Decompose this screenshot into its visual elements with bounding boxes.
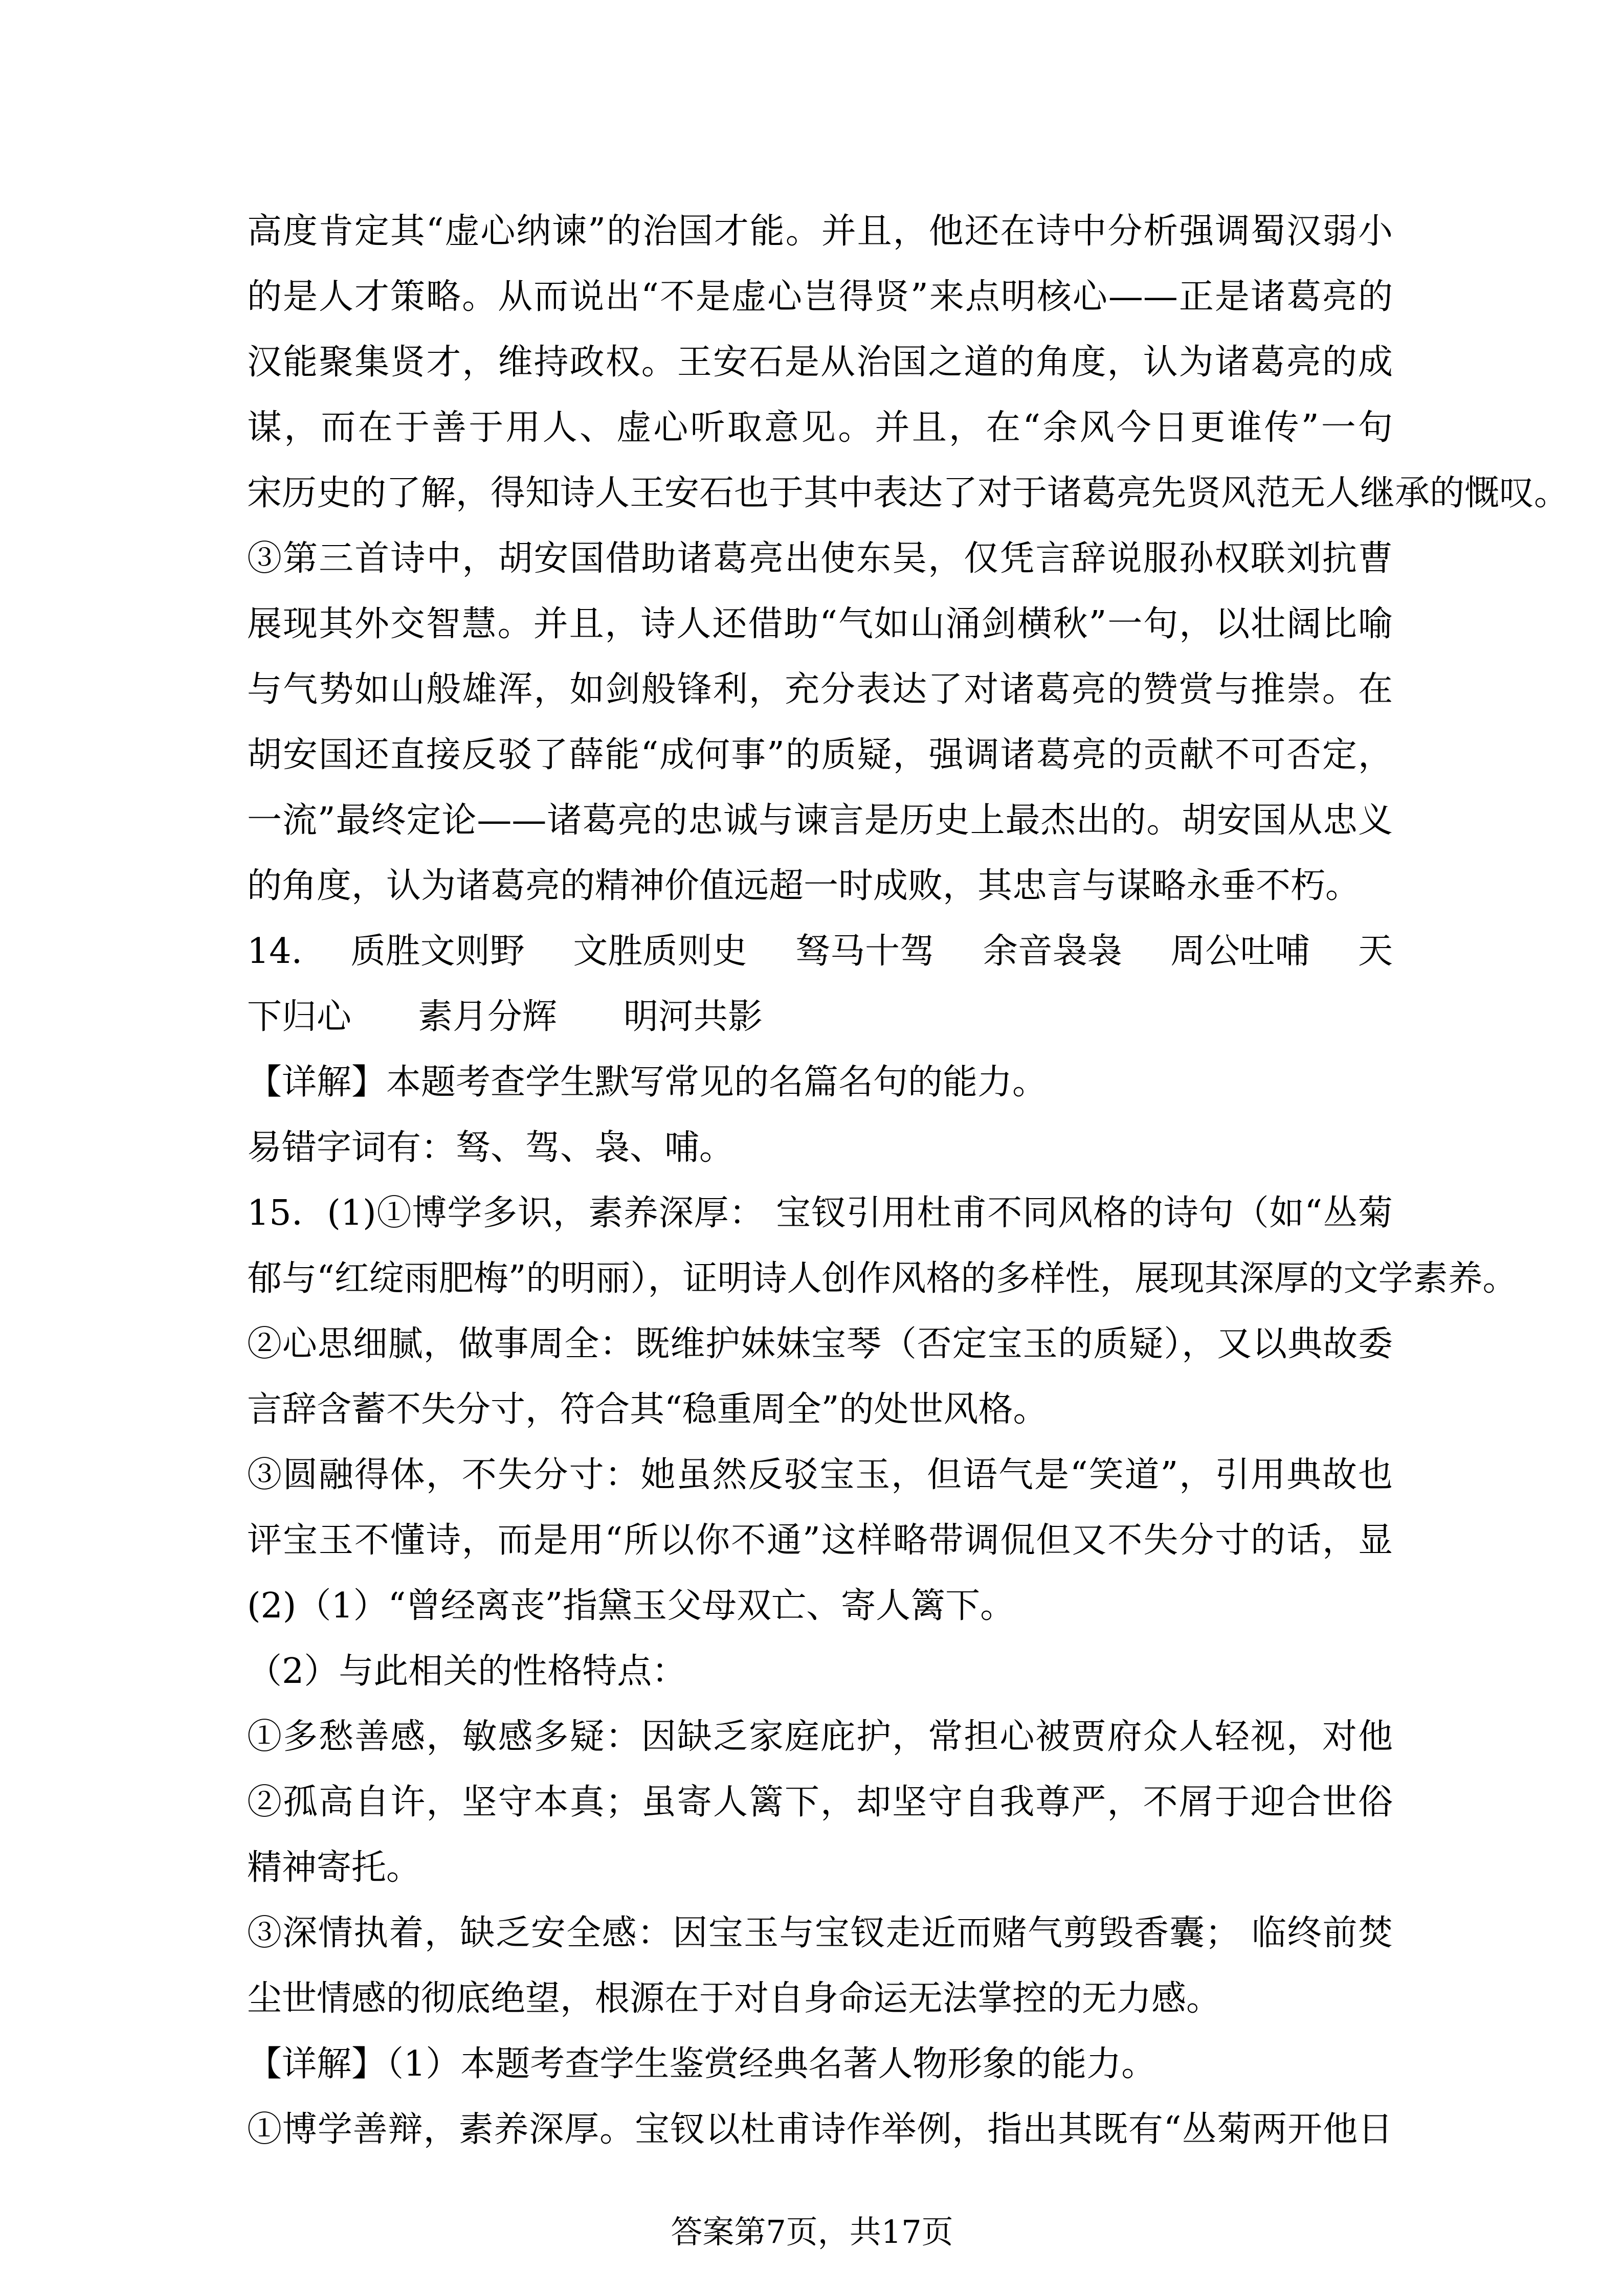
- document-body: [247, 199, 1569, 2163]
- q14-answer-line: [247, 919, 1393, 984]
- text-line: 评宝玉不懂诗，而是用“所以你不通”这样略带调侃但又不失分寸的话，显: [247, 1520, 1393, 1561]
- text-line: 言辞含蓄不失分寸，符合其“稳重周全”的处世风格。: [247, 1389, 1048, 1430]
- text-line: 胡安国还直接反驳了薛能“成何事”的质疑，强调诸葛亮的贡献不可否定，: [247, 735, 1393, 775]
- text-line: ③圆融得体，不失分寸：她虽然反驳宝玉，但语气是“笑道”，引用典故也: [247, 1455, 1393, 1495]
- q14-answer-line: [247, 984, 1393, 1050]
- text-line: 汉能聚集贤才，维持政权。王安石是从治国之道的角度，认为诸葛亮的成: [247, 342, 1393, 382]
- q14-answer: 余音袅袅: [983, 931, 1122, 972]
- text-line: 与气势如山般雄浑，如剑般锋利，充分表达了对诸葛亮的赞赏与推崇。在: [247, 669, 1393, 710]
- text-line: 的角度，认为诸葛亮的精神价值远超一时成败，其忠言与谋略永垂不朽。: [247, 866, 1361, 906]
- q14-answer: 驽马十驾: [795, 931, 935, 972]
- q14-answer: 质胜文则野: [350, 931, 525, 972]
- text-line: （2）与此相关的性格特点：: [247, 1651, 687, 1692]
- q14-answer: 文胜质则史: [573, 931, 747, 972]
- text-line: 高度肯定其“虚心纳谏”的治国才能。并且，他还在诗中分析强调蜀汉弱小: [247, 211, 1393, 252]
- text-line: ①博学善辩，素养深厚。宝钗以杜甫诗作举例，指出其既有“丛菊两开他日: [247, 2109, 1393, 2150]
- text-line: 宋历史的了解，得知诗人王安石也于其中表达了对于诸葛亮先贤风范无人继承的慨叹。: [247, 473, 1569, 513]
- text-line: 郁与“红绽雨肥梅”的明丽），证明诗人创作风格的多样性，展现其深厚的文学素养。: [247, 1258, 1518, 1299]
- q14-answer: 素月分辉: [418, 997, 558, 1037]
- text-line: ③第三首诗中，胡安国借助诸葛亮出使东吴，仅凭言辞说服孙权联刘抗曹: [247, 538, 1393, 579]
- text-line: ②孤高自许，坚守本真；虽寄人篱下，却坚守自我尊严，不屑于迎合世俗: [247, 1782, 1393, 1822]
- text-line: 易错字词有：驽、驾、袅、哺。: [247, 1128, 735, 1168]
- text-line: 的是人才策略。从而说出“不是虚心岂得贤”来点明核心——正是诸葛亮的: [247, 277, 1393, 317]
- q14-answer: 周公吐哺: [1170, 931, 1310, 972]
- q14-number: 14.: [247, 931, 303, 972]
- text-line: ①多愁善感，敏感多疑：因缺乏家庭庇护，常担心被贾府众人轻视，对他: [247, 1717, 1393, 1757]
- text-line: 展现其外交智慧。并且，诗人还借助“气如山涌剑横秋”一句，以壮阔比喻: [247, 604, 1393, 644]
- q14-answer: 天: [1358, 931, 1393, 972]
- detail-heading-line: 【详解】（1）本题考查学生鉴赏经典名著人物形象的能力。: [247, 2044, 1156, 2084]
- page-footer: 答案第7页，共17页: [671, 2213, 953, 2250]
- text-line: 15．(1)①博学多识，素养深厚： 宝钗引用杜甫不同风格的诗句（如“丛菊: [247, 1193, 1393, 1233]
- text-line: ②心思细腻，做事周全：既维护妹妹宝琴（否定宝玉的质疑），又以典故委: [247, 1324, 1393, 1364]
- text-line: 精神寄托。: [247, 1848, 421, 1888]
- q14-answer: 下归心: [247, 997, 352, 1037]
- text-line: 谋，而在于善于用人、虚心听取意见。并且，在“余风今日更谁传”一句: [247, 408, 1393, 448]
- text-line: (2)（1）“曾经离丧”指黛玉父母双亡、寄人篱下。: [247, 1586, 1015, 1626]
- text-line: ③深情执着，缺乏安全感：因宝玉与宝钗走近而赌气剪毁香囊； 临终前焚: [247, 1913, 1393, 1953]
- text-line: 一流”最终定论——诸葛亮的忠诚与谏言是历史上最杰出的。胡安国从忠义: [247, 800, 1393, 841]
- text-line: 尘世情感的彻底绝望，根源在于对自身命运无法掌控的无力感。: [247, 1978, 1221, 2019]
- detail-heading-line: 【详解】本题考查学生默写常见的名篇名句的能力。: [247, 1062, 1048, 1102]
- q14-answer: 明河共影: [624, 997, 763, 1037]
